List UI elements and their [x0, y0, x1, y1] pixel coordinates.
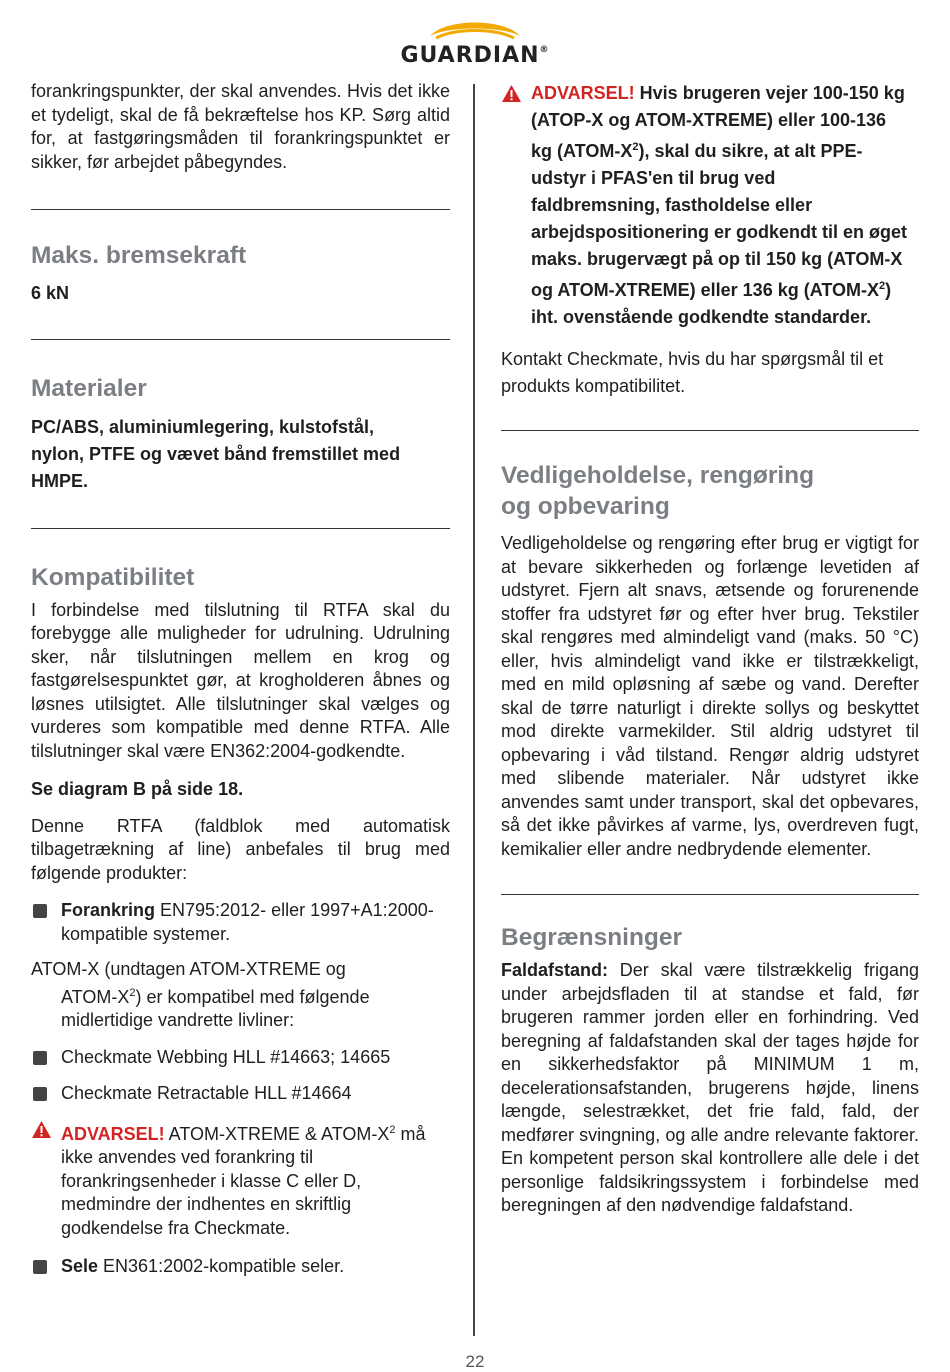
logo-arc-icon: [426, 16, 524, 44]
bullet-square-icon: [33, 1087, 47, 1101]
warning-text: Hvis brugeren vejer 100-150 kg (ATOP-X og ATOM-XTREME) eller 100-136 kg (ATOM-X: [531, 83, 905, 161]
logo-trademark: ®: [539, 45, 550, 55]
bullet-text: EN361:2002-kompatible seler.: [98, 1256, 345, 1276]
max-force-value: 6 kN: [31, 283, 70, 303]
section-heading-max-force: Maks. bremsekraft: [31, 242, 247, 269]
divider: [501, 894, 919, 895]
right-column: [501, 80, 919, 1218]
page-number: 22: [465, 1352, 485, 1371]
left-column: [31, 80, 450, 1279]
superscript: 2: [879, 280, 886, 292]
superscript: 2: [632, 141, 639, 153]
bullet-square-icon: [33, 904, 47, 918]
list-item-anchor: [31, 899, 450, 946]
diagram-reference: Se diagram B på side 18.: [31, 779, 244, 799]
warning-text-continued: ), skal du sikre, at alt PPE-udstyr i PFAS'en til brug ved faldbremsning, fastholdelse eller arbejdspositionering er godkendt til en øget maks. brugervægt på op til 150 kg (ATOM-X og ATOM-XTREME) eller 136 kg (ATOM-X: [531, 141, 908, 300]
recommended-products-intro: Denne RTFA (faldblok med automatisk tilbagetrækning af line) anbefales til brug med følgende produkter:: [31, 815, 450, 883]
section-heading-materials: Materialer: [31, 374, 147, 402]
contact-paragraph: Kontakt Checkmate, hvis du har spørgsmål til et produkts kompatibilitet.: [501, 349, 884, 396]
heading-line: og opbevaring: [501, 493, 670, 520]
bullet-square-icon: [33, 1260, 47, 1274]
bullet-label: Sele: [61, 1256, 99, 1276]
section-heading-maintenance: [501, 460, 919, 522]
atom-note-line2a: ATOM-X: [61, 986, 130, 1007]
warning-text-continued: må ikke anvendes ved forankring til forankringsenheder i klasse C eller D, medmindre der indhentes en skriftlig godkendelse fra Checkmate.: [61, 1123, 426, 1238]
warning-text-end: ) iht. ovenstående godkendte standarder.: [531, 280, 892, 327]
bullet-label: Forankring: [61, 900, 156, 920]
divider: [501, 430, 919, 431]
atom-x-compatibility-note: [31, 958, 450, 1033]
warning-triangle-icon: [501, 84, 522, 103]
divider: [31, 209, 450, 210]
warning-block: [31, 1119, 450, 1241]
intro-paragraph: forankringspunkter, der skal anvendes. Hvis det ikke et tydeligt, skal de få bekræftelse hos KP. Sørg altid for, at fastgøringsmåden til forankringspunktet er sikker, før arbejdet påbegyndes.: [31, 81, 450, 172]
warning-triangle-icon: [31, 1120, 52, 1139]
compatibility-paragraph: I forbindelse med tilslutning til RTFA skal du forebygge alle muligheder for udrulning. Udrulning sker, når tilslutningen mellem en krog og fastgørelsespunktet gør, at krogholderen åbnes og løsnes utilsigtet. Alle tilslutninger skal vælges og vurderes som kompatible med denne RTFA. Alle tilslutninger skal være EN362:2004-godkendte.: [31, 599, 450, 761]
warning-label: ADVARSEL!: [61, 1123, 165, 1144]
page-header: [0, 10, 950, 70]
section-heading-compatibility: Kompatibilitet: [31, 563, 195, 591]
logo: [0, 43, 950, 68]
list-item-retractable-hll: [31, 1082, 450, 1106]
divider: [31, 528, 450, 529]
divider: [31, 339, 450, 340]
warning-text: ATOM-XTREME & ATOM-X: [164, 1123, 390, 1144]
materials-text: PC/ABS, aluminiumlegering, kulstofstål, nylon, PTFE og vævet bånd fremstillet med HMPE.: [31, 416, 401, 491]
limitations-label: Faldafstand:: [501, 960, 609, 980]
list-item-webbing-hll: [31, 1046, 450, 1070]
bullet-text: Checkmate Retractable HLL #14664: [61, 1083, 352, 1103]
weight-warning-block: [501, 80, 919, 331]
warning-label: ADVARSEL!: [531, 83, 635, 103]
limitations-paragraph: [501, 959, 919, 1218]
bullet-text: Checkmate Webbing HLL #14663; 14665: [61, 1046, 391, 1067]
heading-line: Vedligeholdelse, rengøring: [501, 462, 815, 489]
bullet-text: EN795:2012- eller 1997+A1:2000-kompatible systemer.: [61, 900, 434, 944]
atom-note-line2b: ) er kompatibel med følgende midlertidige vandrette livliner:: [61, 986, 370, 1030]
list-item-harness: [31, 1255, 450, 1279]
section-heading-limitations: Begrænsninger: [501, 924, 683, 951]
superscript: 2: [129, 986, 136, 999]
superscript: 2: [389, 1123, 396, 1136]
maintenance-paragraph: Vedligeholdelse og rengøring efter brug er vigtigt for at bevare sikkerheden og forlænge levetiden af udstyret. Fjern alt snavs, ætsende og forurenende stoffer fra udstyret før og efter hver brug. Tekstiler skal rengøres med almindeligt vand (maks. 50 °C) eller, hvis almindeligt vand ikke er tilstrækkeligt, med en mild opløsning af sæbe og vand. Derefter skal de tørre naturligt i direkte sollys og beskyttet mod direkte varmekilder. Stil aldrig udstyret til opbevaring i våd tilstand. Rengør aldrig udstyret med slibende materialer. Når udstyret ikke anvendes samt under transport, skal det opbevares, så det ikke påvirkes af varme, lys, overdreven fugt, kemikalier eller andre nedbrydende elementer.: [501, 533, 919, 859]
atom-note-line1: ATOM-X (undtagen ATOM-XTREME og: [31, 959, 346, 979]
limitations-text: Der skal være tilstrækkelig frigang under arbejdsfladen til at standse et fald, før brugeren rammer jorden eller en forhindring. Ved beregning af faldafstanden skal der tages højde for en sikkerhedsfaktor på MINIMUM 1 m, decelerationsafstanden, brugerens højde, linens længde, selestrækket, det frie fald, fald, der medfører svingning, og alle andre relevante faktorer. En kompetent person skal kontrollere alle dele i det personlige faldsikringssystem i forbindelse med beregningen af den nødvendige faldafstand.: [501, 960, 919, 1215]
column-divider: [473, 84, 475, 1336]
logo-text: GUARDIAN: [400, 43, 540, 68]
bullet-square-icon: [33, 1051, 47, 1065]
